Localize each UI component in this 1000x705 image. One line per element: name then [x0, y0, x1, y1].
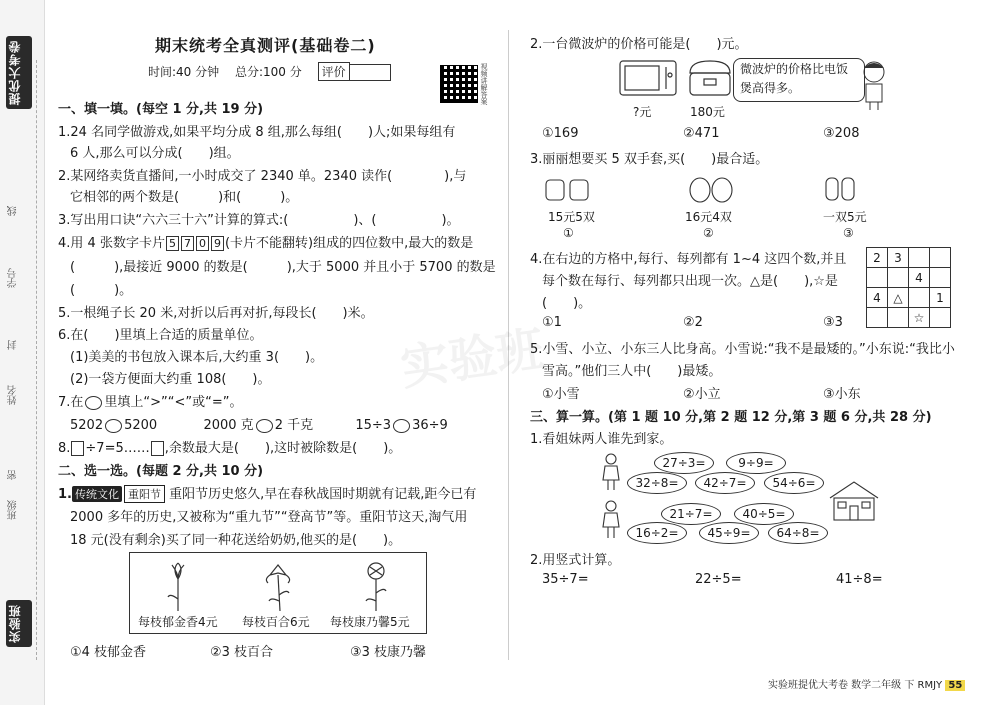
grid-cell: [867, 268, 888, 288]
flower-images: [130, 555, 426, 615]
r-q2-opt1[interactable]: ①169: [542, 126, 579, 141]
section3-heading: 三、算一算。(第 1 题 10 分,第 2 题 12 分,第 3 题 6 分,共 28 分): [530, 410, 932, 425]
page-title: 期末统考全真测评(基础卷二): [155, 36, 376, 55]
glove-icon: [546, 180, 588, 200]
culture-tag: 传统文化: [72, 486, 122, 502]
compare-circle-sample: [85, 396, 102, 410]
carnation-icon: [366, 563, 386, 611]
flower-price-carnation: 每枝康乃馨5元: [330, 615, 410, 629]
compare-circle[interactable]: [105, 419, 122, 433]
q4-line1: [58, 232, 473, 251]
grid-cell: 3: [888, 248, 909, 268]
mitten-pair-icon: [826, 178, 854, 200]
brand-top-tab: 提优大考卷: [6, 36, 32, 109]
number-grid: [866, 247, 951, 328]
q7b-right: 2 千克: [274, 418, 314, 433]
q8-prefix: 8.: [58, 441, 71, 456]
field-mi: 密: [8, 470, 19, 480]
footer-text: 实验班提优大考卷 数学二年级 下 RMJY: [768, 680, 943, 691]
compare-circle[interactable]: [393, 419, 410, 433]
r-q4-line2: 每个数在每行、每列都只出现一次。△是( ),☆是: [542, 274, 838, 289]
calc-bubble[interactable]: 64÷8=: [768, 522, 828, 544]
r-q2-opt3[interactable]: ③208: [823, 126, 860, 141]
q7c-right: 36÷9: [412, 418, 448, 433]
s3-q1-line: 1.看姐妹两人谁先到家。: [530, 432, 673, 447]
field-student-id: 学号: [8, 268, 19, 288]
section1-heading: 一、填一填。(每空 1 分,共 19 分): [58, 102, 264, 117]
glove-price-3: 一双5元: [823, 210, 867, 224]
r-q2-opt2[interactable]: ②471: [683, 126, 720, 141]
glove-mark-2[interactable]: ②: [703, 226, 714, 240]
calc-bubble[interactable]: 27÷3=: [654, 452, 714, 474]
q6-line: 6.在( )里填上合适的质量单位。: [58, 328, 263, 343]
grid-cell: [930, 248, 951, 268]
vertical-calc-1: 35÷7=: [542, 572, 589, 587]
blank-box[interactable]: [151, 441, 164, 456]
rice-cooker-icon: [690, 61, 730, 95]
digit-card: 9: [211, 236, 224, 251]
s2-opt1[interactable]: ①4 枝郁金香: [70, 645, 147, 660]
glove-mark-3[interactable]: ③: [843, 226, 854, 240]
r-q5-line2: 雪高。”他们三人中( )最矮。: [542, 364, 722, 379]
q7b-left: 2000 克: [203, 418, 254, 433]
vertical-calc-2: 22÷5=: [695, 572, 742, 587]
grid-cell: 2: [867, 248, 888, 268]
q7-row: [70, 414, 448, 433]
q7a-right: 5200: [124, 418, 158, 433]
calc-bubble[interactable]: 16÷2=: [627, 522, 687, 544]
digit-card: 5: [166, 236, 179, 251]
price-microwave: ?元: [633, 105, 652, 119]
q8-middle: ÷7=5……: [85, 441, 150, 456]
lily-icon: [266, 565, 289, 611]
calc-bubble[interactable]: 54÷6=: [764, 472, 824, 494]
price-cooker: 180元: [690, 105, 725, 119]
r-q5-line1: 5.小雪、小立、小东三人比身高。小雪说:“我不是最矮的。”小东说:“我比小: [530, 342, 955, 357]
eval-label: 评价: [318, 62, 350, 81]
r-q4-opt3[interactable]: ③3: [823, 315, 843, 330]
footer: [768, 676, 965, 691]
eval-input[interactable]: [350, 64, 391, 81]
vertical-calc-3: 41÷8=: [836, 572, 883, 587]
field-name: 姓名: [8, 385, 19, 405]
s3-q2-line: 2.用竖式计算。: [530, 553, 621, 568]
q7c-left: 15÷3: [355, 418, 392, 433]
q4-suffix: (卡片不能翻转)组成的四位数中,最大的数是: [224, 236, 474, 251]
q4-line2: ( ),最接近 9000 的数是( ),大于 5000 并且小于 5700 的数是: [70, 260, 496, 275]
appliance-images: [618, 55, 738, 101]
q2-line2: 它相邻的两个数是( )和( )。: [70, 190, 299, 205]
watermark: 实验班: [397, 321, 548, 397]
calc-bubble[interactable]: 9÷9=: [726, 452, 786, 474]
flower-price-lily: 每枝百合6元: [242, 615, 310, 629]
grid-cell: [930, 268, 951, 288]
exam-info: [148, 62, 391, 81]
grid-cell: [888, 268, 909, 288]
flower-box: [129, 552, 427, 634]
qr-code[interactable]: [440, 65, 478, 103]
s2-q1-text: 重阳节历史悠久,早在春秋战国时期就有记载,距今已有: [169, 487, 477, 502]
r-q2-line: 2.一台微波炉的价格可能是( )元。: [530, 37, 748, 52]
q4-line3: ( )。: [70, 283, 133, 298]
grid-cell-triangle: △: [888, 288, 909, 308]
tulip-icon: [168, 563, 184, 611]
cut-line: [36, 60, 37, 660]
r-q4-line1: 4.在右边的方格中,每行、每列都有 1~4 这四个数,并且: [530, 252, 847, 267]
r-q4-opt2[interactable]: ②2: [683, 315, 703, 330]
s2-opt3[interactable]: ③3 枝康乃馨: [350, 645, 427, 660]
flower-price-tulip: 每枝郁金香4元: [138, 615, 218, 629]
blank-box[interactable]: [71, 441, 84, 456]
grid-cell: [909, 288, 930, 308]
calc-bubble[interactable]: 42÷7=: [695, 472, 755, 494]
grid-cell: [888, 308, 909, 328]
house-icon: [826, 478, 886, 522]
total-score: 总分:100 分: [234, 65, 302, 79]
sisters-icon: [598, 452, 624, 542]
mitten-icon: [690, 178, 732, 202]
r-q5-opt2[interactable]: ②小立: [683, 387, 721, 402]
compare-circle[interactable]: [256, 419, 273, 433]
calc-bubble[interactable]: 32÷8=: [627, 472, 687, 494]
q1-line2: 6 人,那么可以分成( )组。: [70, 146, 240, 161]
field-feng: 封: [8, 340, 19, 350]
binding-strip: [0, 0, 45, 705]
q1-line1: 1.24 名同学做游戏,如果平均分成 8 组,那么每组( )人;如果每组有: [58, 125, 456, 140]
digit-card: 0: [196, 236, 209, 251]
q7-prefix: 7.在: [58, 395, 84, 410]
q8-line: [58, 437, 401, 456]
q7a-left: 5202: [70, 418, 104, 433]
field-xian: 线: [8, 206, 19, 216]
qr-label: 视频讲解答案: [480, 63, 488, 105]
grid-cell: 1: [930, 288, 951, 308]
s2-opt2[interactable]: ②3 枝百合: [210, 645, 274, 660]
festival-tag: 重阳节: [124, 485, 165, 503]
q8-suffix: ,余数最大是( ),这时被除数是( )。: [164, 441, 402, 456]
q6b-line: (2)一袋方便面大约重 108( )。: [70, 372, 271, 387]
glove-price-2: 16元4双: [685, 210, 732, 224]
grid-cell-star: ☆: [909, 308, 930, 328]
r-q5-opt1[interactable]: ①小雪: [542, 387, 580, 402]
q6a-line: (1)美美的书包放入课本后,大约重 3( )。: [70, 350, 324, 365]
q5-line: 5.一根绳子长 20 米,对折以后再对折,每段长( )米。: [58, 306, 374, 321]
calc-bubble[interactable]: 40÷5=: [734, 503, 794, 525]
section2-heading: 二、选一选。(每题 2 分,共 10 分): [58, 464, 264, 479]
glove-price-1: 15元5双: [548, 210, 595, 224]
brand-bottom-tab: 实验班: [6, 600, 32, 647]
glove-mark-1[interactable]: ①: [563, 226, 574, 240]
s2-q1-line1: 1. 传统文化 重阳节 重阳节历史悠久,早在春秋战国时期就有记载,距今已有: [58, 487, 477, 502]
digit-card: 7: [181, 236, 194, 251]
s2-q1-line2: 2000 多年的历史,又被称为“重九节”“登高节”等。重阳节这天,淘气用: [70, 510, 468, 525]
q7-suffix: 里填上“>”“<”或“=”。: [104, 395, 243, 410]
q7-line: [58, 391, 243, 410]
r-q4-opt1[interactable]: ①1: [542, 315, 562, 330]
grid-cell: [930, 308, 951, 328]
boy-icon: [858, 60, 890, 110]
speech-bubble: 微波炉的价格比电饭煲高得多。: [733, 58, 865, 102]
s2-q1-line3: 18 元(没有剩余)买了同一种花送给奶奶,他买的是( )。: [70, 533, 402, 548]
grid-cell: [867, 308, 888, 328]
q4-prefix: 4.用 4 张数字卡片: [58, 236, 165, 251]
q2-line1: 2.某网络卖货直播间,一小时成交了 2340 单。2340 读作( ),与: [58, 169, 467, 184]
page-number: 55: [945, 680, 965, 691]
grid-cell: 4: [909, 268, 930, 288]
calc-bubble[interactable]: 45÷9=: [699, 522, 759, 544]
field-class: 班级: [8, 500, 19, 520]
grid-cell: [909, 248, 930, 268]
microwave-icon: [620, 61, 676, 95]
grid-cell: 4: [867, 288, 888, 308]
r-q3-line: 3.丽丽想要买 5 双手套,买( )最合适。: [530, 152, 769, 167]
r-q4-line3: ( )。: [542, 296, 592, 311]
calc-bubble[interactable]: 21÷7=: [661, 503, 721, 525]
time-limit: 时间:40 分钟: [148, 65, 220, 79]
r-q5-opt3[interactable]: ③小东: [823, 387, 861, 402]
glove-images: [540, 172, 860, 206]
q3-line: 3.写出用口诀“六六三十六”计算的算式:( )、( )。: [58, 213, 460, 228]
